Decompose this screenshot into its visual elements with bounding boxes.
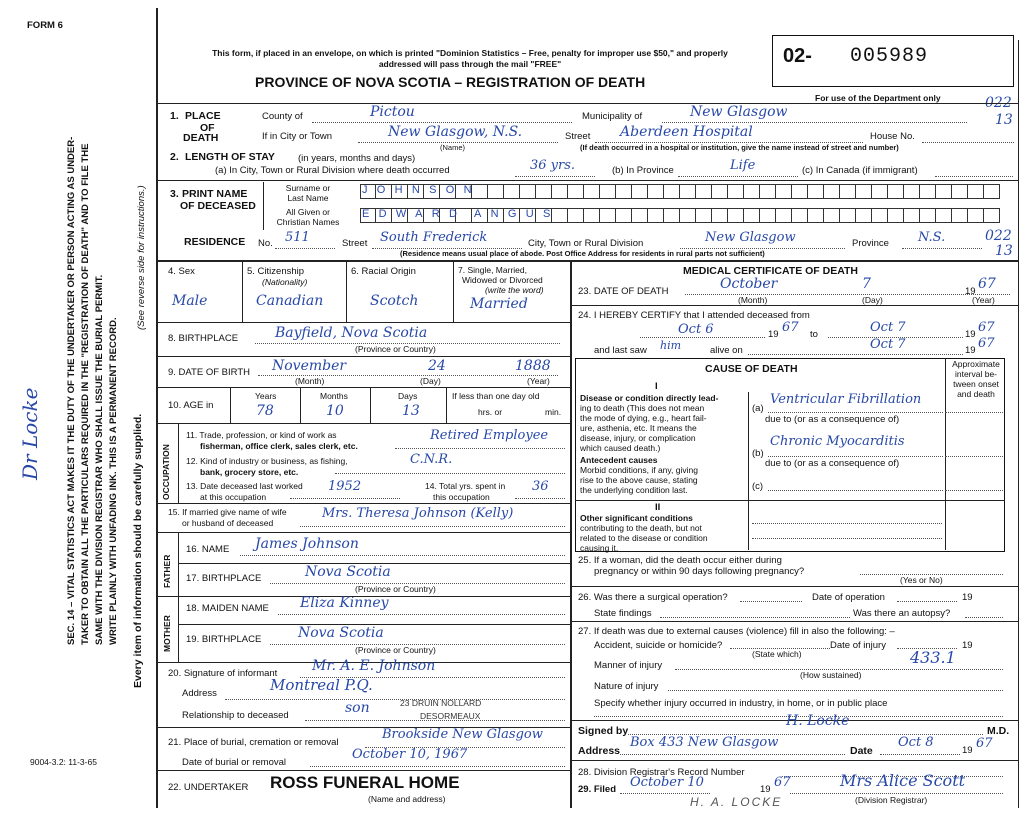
death-yr-prefix: 19 [965,286,976,297]
approx-4: and death [957,389,995,399]
last-saw-word: him [660,339,682,352]
dob-day-note: (Day) [420,376,441,386]
given-value-1: EDWARD [362,208,467,220]
given-value-2: ANGUS [474,208,560,220]
ante-3: rise to the above cause, stating [580,475,698,485]
given-label-2: Christian Names [276,217,340,227]
occ-trade: Retired Employee [430,428,549,443]
page-title: PROVINCE OF NOVA SCOTIA – REGISTRATION OF DEATH [255,74,646,90]
city-name-note: (Name) [440,143,466,152]
stay-c-label: (c) In Canada (if immigrant) [802,165,918,176]
ante-1: Antecedent causes [580,455,658,465]
informant-address-2: 23 DRUIN NOLLARD [400,698,482,708]
side-instruction-1: SEC. 14 – VITAL STATISTICS ACT MAKES IT THE DUTY OF THE UNDERTAKER OR PERSON ACTING AS UNDER- [66,136,77,645]
age-lt-day: If less than one day old [452,391,540,401]
registration-prefix: 02- [783,45,812,67]
sign-19: 19 [962,745,973,756]
from-19: 19 [768,329,779,340]
manner-label: Manner of injury [594,660,663,671]
accident-label: Accident, suicide or homicide? [594,640,723,651]
residence-street-value: South Frederick [380,230,488,245]
dob-year: 1888 [515,358,551,374]
informant-address-label: Address [182,688,217,699]
occ-12b: bank, grocery store, etc. [200,467,299,477]
death-year-note: (Year) [972,295,995,305]
registration-number: 005989 [850,45,929,68]
spouse-label-1: 15. If married give name of wife [168,507,287,517]
physician-address: Box 433 New Glasgow [630,735,779,750]
residence-note: (Residence means usual place of abode. Post Office Address for residents in rural parts not sufficient) [400,249,765,258]
cause-b: Chronic Myocarditis [770,434,905,449]
house-label: House No. [870,131,915,142]
death-date-label: 23. DATE OF DEATH [578,286,669,297]
cause-title: CAUSE OF DEATH [705,363,798,375]
burial-place-label: 21. Place of burial, cremation or removal [168,737,339,748]
dis-6: which caused death.) [580,443,661,453]
approx-3: tween onset [953,379,999,389]
injury-19: 19 [962,640,973,651]
cause-roman-1: I [655,381,658,392]
stay-num: 2. [170,151,179,163]
dept-code-a1: 022 [985,95,1012,111]
dob-year-note: (Year) [527,376,550,386]
signed-by-label: Signed by [578,725,629,737]
side-instruction-4: WRITE PLAINLY WITH UNFADING INK. THIS IS A PERMANENT RECORD. [108,317,119,645]
death-day: 7 [862,276,871,292]
sex-label: 4. Sex [168,266,195,277]
sign-date: Oct 8 [898,735,934,750]
side-instruction-5: Every item of information should be carefully supplied. [132,413,144,688]
to-year: 67 [978,320,995,335]
op-date-label: Date of operation [812,592,885,603]
occ-14b: this occupation [433,492,490,502]
side-instruction-2: TAKER TO OBTAIN ALL THE PARTICULARS REQUIRED IN THE "REGISTRATION OF DEATH" AND TO FILE THE [80,143,91,645]
cause-a: Ventricular Fibrillation [770,392,922,407]
locke-stamp: H. A. LOCKE [690,795,783,809]
sign-date-label: Date [850,745,873,757]
citizenship-label: 5. Citizenship [247,266,305,277]
dis-4: ure, asthenia, etc. It means the [580,423,697,433]
dob-label: 9. DATE OF BIRTH [168,367,250,378]
occupation-side-label: OCCUPATION [161,444,171,500]
street-label: Street [565,131,591,142]
alive-year: 67 [978,336,995,351]
informant-label: 20. Signature of informant [168,668,278,679]
undertaker-value: ROSS FUNERAL HOME [270,773,460,792]
name-label-1: PRINT NAME [182,188,248,200]
md-label: M.D. [987,725,1010,737]
birthplace-label: 8. BIRTHPLACE [168,333,239,344]
city-value: New Glasgow, N.S. [388,124,523,140]
citizenship-value: Canadian [256,293,324,309]
specify-label: Specify whether injury occurred in industry, in home, or in public place [594,698,888,709]
occ-12a: 12. Kind of industry or business, as fishing, [186,456,348,466]
place-of-label: OF [200,122,215,134]
filed-date: October 10 [630,775,704,790]
certify-label: 24. I HEREBY CERTIFY that I attended deceased from [578,310,810,321]
medical-title: MEDICAL CERTIFICATE OF DEATH [683,265,858,277]
name-num: 3. [170,188,179,200]
death-year: 67 [978,276,996,292]
occ-last-worked: 1952 [328,479,362,494]
dept-code-a2: 13 [995,112,1013,128]
from-year: 67 [782,320,799,335]
burial-date-label: Date of burial or removal [182,757,287,768]
county-label: County of [262,111,303,122]
undertaker-note: (Name and address) [368,794,446,804]
due-to-1: due to (or as a consequence of) [765,414,900,425]
q27: 27. If death was due to external causes (violence) fill in also the following: – [578,626,895,637]
dis-3: the mode of dying, e.g., heart fail- [580,413,707,423]
father-birthplace-note: (Province or Country) [355,584,436,594]
age-min: min. [545,407,562,417]
other-3: related to the disease or condition [580,533,708,543]
age-label: 10. AGE in [168,400,214,411]
mother-side-label: MOTHER [162,615,172,652]
dob-month-note: (Month) [295,376,325,386]
marital-value: Married [470,296,528,312]
cause-roman-2: II [655,502,661,513]
q25-1: 25. If a woman, did the death occur either during [578,555,782,566]
residence-city-value: New Glasgow [705,230,796,245]
spouse-value: Mrs. Theresa Johnson (Kelly) [322,506,514,521]
marital-label-1: 7. Single, Married, [458,265,527,275]
op-19: 19 [962,592,973,603]
occ-industry: C.N.R. [410,452,453,467]
q26: 26. Was there a surgical operation? [578,592,728,603]
q25-2: pregnancy or within 90 days following pregnancy? [594,566,805,577]
alive-on-label: alive on [710,345,743,356]
ante-2: Morbid conditions, if any, giving [580,465,698,475]
place-num: 1. [170,110,179,122]
stay-b-label: (b) In Province [612,165,674,176]
racial-value: Scotch [370,293,419,309]
header-note: This form, if placed in an envelope, on which is printed "Dominion Statistics – Free, penalty for improper use $50," and properly addressed will pass through the mail "FREE" [212,48,728,69]
dob-month: November [272,358,347,374]
father-side-label: FATHER [162,554,172,588]
state-findings: State findings [594,608,652,619]
cause-code: 433.1 [910,648,956,667]
father-name: James Johnson [255,536,359,552]
autopsy-label: Was there an autopsy? [853,608,951,619]
birthplace-note: (Province or Country) [355,344,436,354]
side-instruction-6: (See reverse side for instructions.) [136,185,147,330]
marital-label-2: Widowed or Divorced [462,275,543,285]
age-years-label: Years [255,391,277,401]
street-value: Aberdeen Hospital [620,124,753,140]
residence-no-value: 511 [285,230,310,245]
given-label-1: All Given or [286,207,330,217]
city-label: If in City or Town [262,131,333,142]
dis-1: Disease or condition directly lead- [580,393,719,403]
occ-11b: fisherman, office clerk, sales clerk, etc. [200,441,358,451]
occ-11a: 11. Trade, profession, or kind of work as [186,430,337,440]
marital-label-3: (write the word) [485,285,544,295]
form-code: 9004-3.2: 11-3-65 [30,757,97,767]
attended-to: Oct 7 [870,320,906,335]
other-4: causing it. [580,543,619,553]
how-sustained: (How sustained) [800,670,862,680]
mother-birthplace: Nova Scotia [298,625,384,641]
burial-date: October 10, 1967 [352,747,468,762]
dis-2: ing to death (This does not mean [580,403,705,413]
filed-year: 67 [774,775,791,790]
cause-b-mark: (b) [752,448,764,459]
death-month-note: (Month) [738,295,768,305]
age-days: 13 [402,403,420,419]
injury-date-label: Date of injury [830,640,886,651]
hospital-note: (If death occurred in a hospital or institution, give the name instead of street and number) [580,143,899,152]
sex-value: Male [172,293,208,309]
due-to-2: due to (or as a consequence of) [765,458,900,469]
residence-label: RESIDENCE [184,236,246,248]
father-name-label: 16. NAME [186,544,230,555]
age-hrs: hrs. or [478,407,503,417]
stay-sub: (in years, months and days) [298,153,416,164]
place-label: PLACE [185,110,221,122]
mother-name-label: 18. MAIDEN NAME [186,603,269,614]
place-death-label: DEATH [183,132,219,144]
undertaker-label: 22. UNDERTAKER [168,782,249,793]
yes-no-note: (Yes or No) [900,575,943,585]
occ-14a: 14. Total yrs. spent in [425,481,506,491]
surname-label-1: Surname or [285,183,331,193]
residence-province-label: Province [852,238,889,249]
approx-2: interval be- [954,369,998,379]
relationship-value: son [345,700,370,716]
attended-from: Oct 6 [678,322,714,337]
last-saw-label: and last saw [594,345,647,356]
alive-date: Oct 7 [870,337,906,352]
physician-address-label: Address [578,745,621,757]
ante-4: the underlying condition last. [580,485,688,495]
stay-a-value: 36 yrs. [530,158,576,173]
dept-code-b2: 13 [995,243,1013,259]
state-which: (State which) [752,649,802,659]
nationality-label: (Nationality) [262,277,308,287]
dept-code-b1: 022 [985,228,1012,244]
mother-birthplace-note: (Province or Country) [355,645,436,655]
filed-19: 19 [760,784,771,795]
cause-a-mark: (a) [752,403,764,414]
informant-address-3: DESORMEAUX [420,711,481,721]
residence-no-label: No. [258,238,273,249]
occ-total-years: 36 [532,479,549,494]
racial-label: 6. Racial Origin [351,266,416,277]
occ-13b: at this occupation [200,492,267,502]
age-months: 10 [326,403,344,419]
surname-value: JOHNSON [362,184,481,196]
registrar-record-label: 28. Division Registrar's Record Number [578,767,745,778]
surname-label-2: Last Name [287,193,329,203]
dob-day: 24 [428,358,446,374]
age-months-label: Months [320,391,348,401]
side-instruction-3: SAME WITH THE DIVISION REGISTRAR WHO SHALL ISSUE THE BURIAL PERMIT. [94,274,105,645]
approx-1: Approximate [952,359,1000,369]
county-value: Pictou [370,104,415,120]
name-label-2: OF DECEASED [180,200,256,212]
informant-signature: Mr. A. E. Johnson [312,658,436,674]
municipality-value: New Glasgow [690,104,788,120]
spouse-label-2: or husband of deceased [182,518,274,528]
informant-address: Montreal P.Q. [270,676,373,694]
stay-label: LENGTH OF STAY [185,151,275,163]
filed-label: 29. Filed [578,784,617,795]
residence-city-label: City, Town or Rural Division [528,238,644,249]
other-2: contributing to the death, but not [580,523,702,533]
alive-19: 19 [965,345,976,356]
father-birthplace-label: 17. BIRTHPLACE [186,573,262,584]
age-years: 78 [256,403,274,419]
stay-a-label: (a) In City, Town or Rural Division where death occurred [215,165,450,176]
death-day-note: (Day) [862,295,883,305]
age-days-label: Days [398,391,418,401]
birthplace-value: Bayfield, Nova Scotia [275,325,428,341]
occ-13a: 13. Date deceased last worked [186,481,303,491]
dis-5: disease, injury, or complication [580,433,696,443]
to-19: 19 [965,329,976,340]
registrar-signature: Mrs Alice Scott [840,771,966,790]
dept-use-label: For use of the Department only [815,93,941,103]
residence-province-value: N.S. [918,230,946,245]
nature-label: Nature of injury [594,681,659,692]
burial-place: Brookside New Glasgow [382,727,543,742]
registrar-note: (Division Registrar) [855,795,928,805]
relationship-label: Relationship to deceased [182,710,289,721]
death-month: October [720,276,778,292]
form-id: FORM 6 [27,20,63,31]
cause-c-mark: (c) [752,481,764,492]
father-birthplace: Nova Scotia [305,564,391,580]
mother-birthplace-label: 19. BIRTHPLACE [186,634,262,645]
margin-signature: Dr Locke [18,387,42,480]
municipality-label: Municipality of [582,111,643,122]
physician-signature: H. Locke [786,713,850,729]
other-1: Other significant conditions [580,513,693,523]
mother-name: Eliza Kinney [300,595,389,611]
to-label: to [810,329,818,340]
sign-year: 67 [976,736,993,751]
stay-b-value: Life [730,158,756,173]
residence-street-label: Street [342,238,368,249]
